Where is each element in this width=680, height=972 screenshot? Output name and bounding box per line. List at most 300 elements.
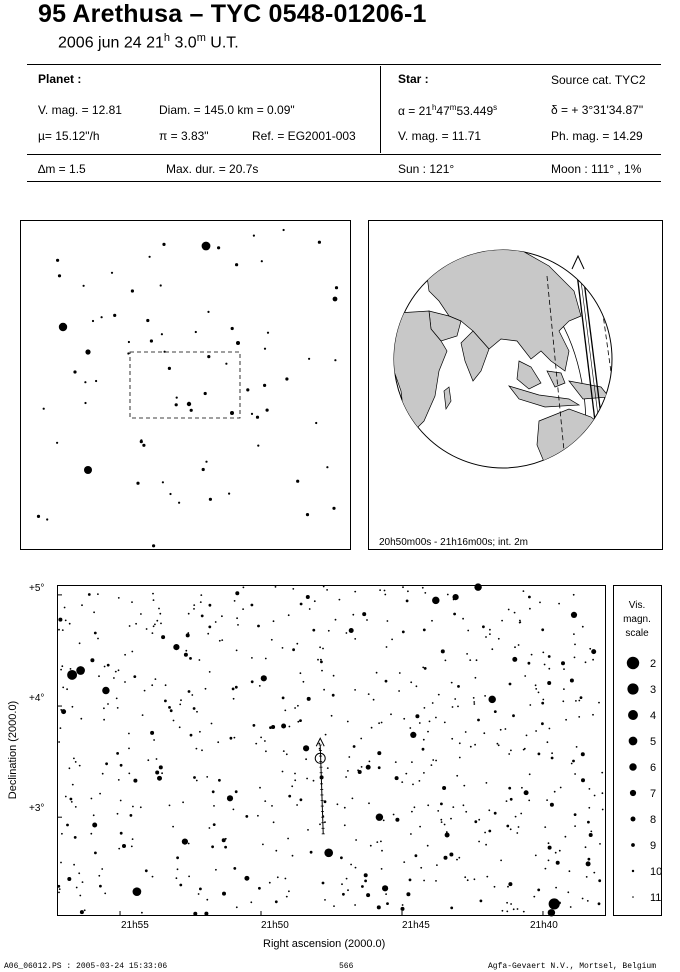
field-star [165,684,167,686]
ra-seconds: 53.449 [456,104,494,118]
field-star [287,838,289,840]
chart-star [586,861,591,866]
field-star [541,722,544,725]
field-star [146,628,148,630]
chart-star [432,597,439,604]
finder-chart [21,221,350,549]
legend-magnitude-label: 2 [650,658,657,670]
field-star [445,660,447,662]
field-star [427,731,429,733]
field-star [204,912,208,916]
field-star [253,724,256,727]
field-star [79,895,81,897]
field-star [275,900,278,903]
field-star [60,862,62,864]
field-star [235,790,238,793]
finder-field-star [195,331,197,333]
field-star [250,901,252,903]
finder-field-star [73,370,76,373]
path-direction-arrow-icon [572,256,584,269]
field-star [431,620,433,622]
field-star [535,730,537,732]
field-star [128,748,130,750]
field-star [567,891,569,893]
finder-field-star [235,263,238,266]
field-star [422,667,424,669]
field-star [419,780,421,782]
field-star [555,852,557,854]
finder-field-star [283,229,285,231]
finder-field-star [127,352,129,354]
field-star [347,889,349,891]
field-star [128,773,130,775]
field-star [381,850,383,852]
field-star [541,628,544,631]
field-star [463,804,465,806]
field-star [72,706,74,708]
field-star [489,629,491,631]
field-star [271,725,275,729]
chart-star [549,898,560,909]
field-star [411,811,413,813]
field-star [393,814,395,816]
field-star [222,892,226,896]
field-star [368,802,370,804]
field-star [172,826,174,828]
finder-field-star [146,319,149,322]
field-star [435,760,437,762]
y-tick-label: +4° [29,693,45,704]
globe-time-caption: 20h50m00s - 21h16m00s; int. 2m [379,537,528,548]
field-star [588,807,590,809]
field-star [545,868,547,870]
field-star [258,887,261,890]
finder-field-star [168,367,171,370]
field-star [498,744,500,746]
field-star [486,782,488,784]
field-star [563,668,565,670]
hour-unit: h [163,32,170,44]
field-star [262,844,264,846]
field-star [104,666,106,668]
finder-field-star [190,409,193,412]
field-star [381,868,383,870]
magnitude-legend [614,586,661,915]
field-star [452,806,454,808]
field-star [465,811,467,813]
field-star [457,685,460,688]
field-star [560,787,562,789]
field-star [542,699,544,701]
field-star [159,765,163,769]
field-star [117,707,119,709]
legend-magnitude-label: 4 [650,710,657,722]
field-star [173,720,175,722]
field-star [213,823,216,826]
chart-star [591,649,596,654]
field-star [58,892,60,894]
field-star [371,727,373,729]
field-star [88,593,91,596]
field-star [548,668,550,670]
star-phmag: Ph. mag. = 14.29 [551,129,643,143]
field-star [294,773,296,775]
field-star [62,629,64,631]
chart-star [173,644,179,650]
finder-field-star [285,377,288,380]
field-star [193,604,195,606]
field-star [82,881,84,883]
finder-field-star [58,274,61,277]
chart-star [548,909,555,916]
field-star [296,643,298,645]
field-star [475,677,477,679]
field-star [79,642,81,644]
field-star [219,640,221,642]
finder-field-star [176,397,178,399]
field-star [423,629,426,632]
field-star [277,876,279,878]
chart-star [76,666,85,675]
chart-star [349,628,354,633]
legend-magnitude-dot [627,657,639,669]
field-star [485,844,487,846]
field-star [512,714,515,717]
finder-field-star [56,442,58,444]
field-star [423,739,425,741]
time-system: U.T. [205,34,239,52]
finder-field-star [162,243,165,246]
field-star [333,905,335,907]
field-star [432,759,434,761]
field-star [411,761,413,763]
field-star [116,752,119,755]
field-star [508,609,510,611]
field-star [578,716,580,718]
field-star [405,773,407,775]
field-star [300,672,302,674]
field-star [551,757,554,760]
field-star [176,856,179,859]
field-star [94,632,97,635]
field-star [535,855,537,857]
field-star [313,780,315,782]
field-star [589,648,591,650]
field-star [427,845,429,847]
field-star [300,603,303,606]
field-star [275,586,277,588]
field-star [352,614,354,616]
field-star [548,846,552,850]
field-star [518,826,520,828]
field-star [470,746,472,748]
field-star [519,621,521,623]
field-star [529,704,531,706]
field-star [300,798,303,801]
field-star [322,882,325,885]
legend-magnitude-dot [627,683,638,694]
ra-hours: α = 21 [398,104,432,118]
field-star [72,784,74,786]
field-star [529,608,531,610]
field-star [103,707,105,709]
field-star [70,668,72,670]
chart-star [102,687,109,694]
field-star [518,644,520,646]
field-star [509,683,512,686]
field-star [65,620,67,622]
field-star [395,761,397,763]
field-star [410,833,412,835]
field-star [464,876,466,878]
field-star [438,694,440,696]
field-star [206,899,208,901]
legend-title-line: Vis. [628,600,646,611]
field-star [179,726,181,728]
globe-panel [368,220,663,550]
field-star [369,761,371,763]
field-star [441,649,445,653]
field-star [447,594,449,596]
field-star [598,902,601,905]
field-star [326,589,328,591]
finder-field-star [261,260,263,262]
chart-star [303,745,309,751]
field-star [117,813,119,815]
field-star [286,896,288,898]
field-star [235,686,238,689]
chart-star [366,765,371,770]
field-star [322,648,324,650]
field-star [328,630,330,632]
moon-elongation: Moon : 111° , 1% [551,162,642,176]
header-divider-middle [380,66,381,153]
finder-field-star [256,416,259,419]
field-star [510,750,512,752]
field-star [289,726,291,728]
finder-field-star [204,392,207,395]
field-star [161,635,165,639]
field-star [78,872,80,874]
legend-magnitude-dot [632,896,634,898]
field-star [423,880,425,882]
chart-star [281,724,286,729]
field-star [544,664,546,666]
field-star [233,698,235,700]
field-star [69,767,71,769]
field-star [107,703,109,705]
field-star [574,813,577,816]
field-star [429,721,431,723]
legend-title-line: scale [625,628,649,639]
field-star [589,788,591,790]
field-star [255,743,257,745]
finder-field-star [228,493,230,495]
field-star [589,833,593,837]
field-star [297,721,299,723]
field-star [599,843,601,845]
field-star [387,620,389,622]
chart-star [453,594,459,600]
field-star [520,813,522,815]
field-star [115,671,117,673]
field-star [66,824,69,827]
field-star [91,798,93,800]
field-star [473,697,475,699]
finder-field-star [205,461,207,463]
field-star [69,623,71,625]
finder-field-star [209,498,212,501]
field-star [573,633,575,635]
field-star [556,861,560,865]
field-star [120,800,122,802]
field-star [284,710,286,712]
field-star [180,699,182,701]
field-star [141,912,143,914]
field-star [403,718,405,720]
field-star [364,880,367,883]
field-star [535,684,537,686]
field-star [423,772,425,774]
field-star [152,876,154,878]
field-star [586,876,588,878]
star-declination: δ = + 3°31'34.87" [551,103,644,117]
finder-field-star [335,286,338,289]
field-star [368,693,370,695]
x-tick-label: 21h55 [121,920,149,931]
field-star [185,650,187,652]
field-star [154,624,156,626]
field-star [102,773,104,775]
field-star [444,824,446,826]
field-star [200,601,202,603]
field-star [508,882,512,886]
field-star [364,873,368,877]
field-star [580,696,583,699]
field-star [230,737,233,740]
field-star [153,739,155,741]
finder-field-star [332,507,335,510]
chart-star [157,776,162,781]
field-star [67,877,71,881]
field-star [144,690,146,692]
field-star [505,728,507,730]
field-star [453,613,456,616]
field-star [333,675,335,677]
finder-star [59,323,67,331]
magnitude-drop: ∆m = 1.5 [38,162,86,176]
field-star [177,868,179,870]
field-star [456,859,458,861]
field-star [409,727,411,729]
field-star [391,639,393,641]
field-star [548,842,550,844]
field-star [385,680,388,683]
field-star [510,903,512,905]
field-star [188,843,190,845]
field-star [561,661,565,665]
field-star [58,741,60,743]
field-star [282,647,284,649]
field-star [582,626,584,628]
finder-star [85,349,90,354]
field-star [440,803,443,806]
field-star [402,586,404,588]
field-star [594,795,596,797]
field-star [415,854,418,857]
field-star [142,714,144,716]
field-star [251,604,254,607]
field-star [480,900,483,903]
field-star [294,707,296,709]
field-star [150,731,154,735]
field-star [544,826,546,828]
star-label: Star : [398,72,429,86]
field-star [414,806,416,808]
field-star [205,688,207,690]
ra-minutes-unit: m [449,103,457,112]
field-star [483,732,485,734]
field-star [548,860,550,862]
field-star [362,612,366,616]
chart-star [474,583,481,590]
field-star [160,623,162,625]
field-star [488,830,491,833]
x-tick-label: 21h40 [530,920,558,931]
field-star [450,907,453,910]
field-star [410,681,412,683]
field-star [130,814,133,817]
field-star [265,750,267,752]
field-star [80,718,82,720]
planet-label: Planet : [38,72,82,86]
field-star [299,719,302,722]
field-star [286,753,288,755]
finder-field-star [308,358,310,360]
field-star [384,590,386,592]
field-star [133,675,136,678]
field-star [523,749,525,751]
field-star [59,888,61,890]
field-star [75,806,77,808]
field-star [576,746,578,748]
field-star [523,590,525,592]
chart-star [571,612,577,618]
field-star [500,729,502,731]
finder-field-star [95,380,97,382]
finder-field-star [253,235,255,237]
finder-star [236,341,240,345]
field-star [312,629,315,632]
minute-unit: m [196,32,206,44]
field-star [526,735,528,737]
field-star [90,833,92,835]
field-star [442,786,446,790]
field-star [193,776,196,779]
field-star [585,846,587,848]
field-star [478,819,480,821]
field-star [251,657,253,659]
field-star [196,780,198,782]
field-star [105,762,108,765]
field-star [140,806,142,808]
field-star [486,876,488,878]
field-star [415,714,419,718]
field-star [320,659,322,661]
field-star [377,751,381,755]
field-star [402,904,404,906]
field-star [193,707,196,710]
